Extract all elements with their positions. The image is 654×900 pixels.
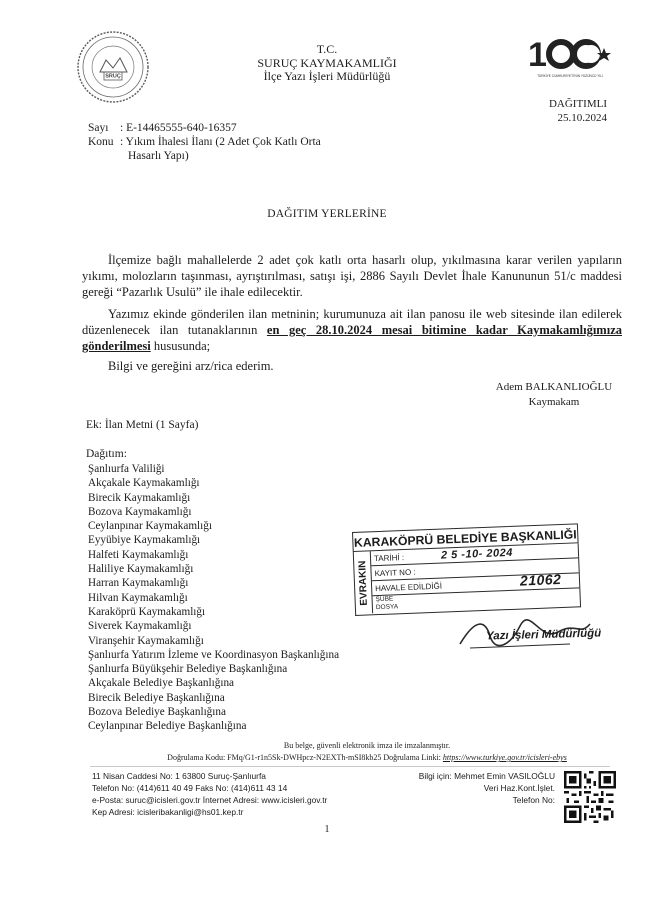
verification-link[interactable]: https://www.turkiye.gov.tr/icisleri-ebys <box>442 753 567 762</box>
recipient-list <box>88 462 339 734</box>
e-signature-notice: Bu belge, güvenli elektronik imza ile imzalanmıştır. <box>283 741 451 750</box>
stamp-title: KARAKÖPRÜ BELEDİYE BAŞKANLIĞI <box>352 523 579 552</box>
list-item: Karaköprü Kaymakamlığı <box>88 605 206 618</box>
konu-label: Konu <box>88 136 114 148</box>
list-item: Akçakale Kaymakamlığı <box>88 477 200 490</box>
document-date: 25.10.2024 <box>557 112 607 124</box>
stamp-date-label: TARİHİ : <box>373 553 405 564</box>
footer-email[interactable]: e-Posta: suruc@icisleri.gov.tr İnternet Adresi: www.icisleri.gov.tr <box>92 795 328 805</box>
body-paragraph-2-end: hususunda; <box>150 339 211 353</box>
list-item: Viranşehir Kaymakamlığı <box>88 634 204 647</box>
page-number: 1 <box>324 824 330 835</box>
turkiye-100-years-logo <box>526 32 614 80</box>
stamp-registry-value: 21062 <box>519 571 562 589</box>
header-department: İlçe Yazı İşleri Müdürlüğü <box>263 69 391 83</box>
list-item: Eyyübiye Kaymakamlığı <box>88 534 201 547</box>
list-item: Ceylanpınar Belediye Başkanlığına <box>88 720 247 733</box>
signer-name: Adem BALKANLIOĞLU <box>495 381 613 393</box>
konu-value-line1: : Yıkım İhalesi İlanı (2 Adet Çok Katlı Orta <box>120 136 321 148</box>
section-title: DAĞITIM YERLERİNE <box>267 208 387 220</box>
stamp-branch-label: ŞUBE <box>375 595 394 604</box>
list-item: Şanlıurfa Valiliği <box>88 463 165 475</box>
distribution-flag: DAĞITIMLI <box>548 98 607 110</box>
list-item: Halfeti Kaymakamlığı <box>88 548 189 561</box>
footer-kep: Kep Adresi: icisleribakanligi@hs01.kep.tr <box>92 807 244 817</box>
attachment-line: Ek: İlan Metni (1 Sayfa) <box>86 419 199 431</box>
list-item: Şanlıurfa Yatırım İzleme ve Koordinasyon Başkanlığına <box>88 648 340 661</box>
konu-value-line2: Hasarlı Yapı) <box>128 150 189 162</box>
list-item: Siverek Kaymakamlığı <box>88 620 192 633</box>
signer-title: Kaymakam <box>528 396 580 408</box>
qr-code <box>564 771 616 823</box>
list-item: Birecik Belediye Başkanlığına <box>88 691 225 704</box>
body-paragraph-2 <box>82 306 622 354</box>
svg-text:1: 1 <box>528 36 544 74</box>
list-item: Bozova Kaymakamlığı <box>88 505 192 518</box>
list-item: Birecik Kaymakamlığı <box>88 491 191 504</box>
body-paragraph-2-text: Yazımız ekinde gönderilen ilan metninin; kurumunuza ait ilan panosu ile web sitesinde ilan edilerek düzenlenecek ilan tutanaklarının <box>82 307 622 337</box>
list-item: Ceylanpınar Kaymakamlığı <box>88 520 212 533</box>
office-stamp: Yazı İşleri Müdürlüğü <box>485 627 602 643</box>
stamp-registry-label: KAYIT NO : <box>374 567 416 579</box>
list-item: Şanlıurfa Büyükşehir Belediye Başkanlığına <box>88 663 288 676</box>
footer-contact-phone: Telefon No: <box>512 795 555 805</box>
svg-text:SRUÇ: SRUÇ <box>105 73 121 80</box>
list-item: Harran Kaymakamlığı <box>88 577 189 590</box>
logo-caption: TÜRKİYE CUMHURİYETİ'NİN YÜZÜNCÜ YILI <box>537 74 603 78</box>
header-institution: SURUÇ KAYMAKAMLIĞI <box>257 56 397 70</box>
sayi-value: : E-14465555-640-16357 <box>120 122 237 134</box>
body-paragraph-1: İlçemize bağlı mahallelerde 2 adet çok katlı orta hasarlı olup, yıkılmasına karar verilen yapıların yıkımı, molozların taşınması, ayrıştırılması, satışı işi, 2886 Sayılı Devlet İhale Kanununun 51/c maddesi gereği “Pazarlık Usulü” ile ihale edilecektir. <box>82 253 622 299</box>
body-paragraph-3: Bilgi ve gereğini arz/rica ederim. <box>108 359 274 373</box>
verification-code: Doğrulama Kodu: FMq/G1-r1n5Sk-DWHpcz-N2EXTh-mSI8kb25 Doğrulama Linki: <box>167 753 443 762</box>
list-item: Hilvan Kaymakamlığı <box>88 591 188 604</box>
verification-line <box>40 752 654 763</box>
stamp-forwarded-label: HAVALE EDİLDİĞİ <box>375 581 443 594</box>
header-tc: T.C. <box>316 42 338 56</box>
footer-phone: Telefon No: (414)611 40 49 Faks No: (414)611 43 14 <box>92 783 288 793</box>
deadline-emphasis: en geç 28.10.2024 mesai bitimine kadar Kaymakamlığımıza gönderilmesi <box>82 323 622 353</box>
list-item: Bozova Belediye Başkanlığına <box>88 706 226 719</box>
stamp-file-label: DOSYA <box>375 603 399 612</box>
footer-address: 11 Nisan Caddesi No: 1 63800 Suruç-Şanlıurfa <box>92 771 266 781</box>
footer-contact-role: Veri Haz.Kont.İşlet. <box>483 783 555 793</box>
footer-divider <box>90 766 610 767</box>
list-item: Haliliye Kaymakamlığı <box>88 563 194 576</box>
stamp-body <box>353 543 581 616</box>
incoming-document-stamp <box>352 523 581 616</box>
stamp-date-value: 2 5 -10- 2024 <box>440 546 514 562</box>
sayi-label: Sayı <box>88 122 109 134</box>
distribution-label: Dağıtım: <box>86 448 127 460</box>
list-item: Akçakale Belediye Başkanlığına <box>88 677 235 690</box>
stamp-side-text: EVRAKIN <box>356 559 370 606</box>
footer-contact-person: Bilgi için: Mehmet Emin VASILOĞLU <box>418 771 555 781</box>
